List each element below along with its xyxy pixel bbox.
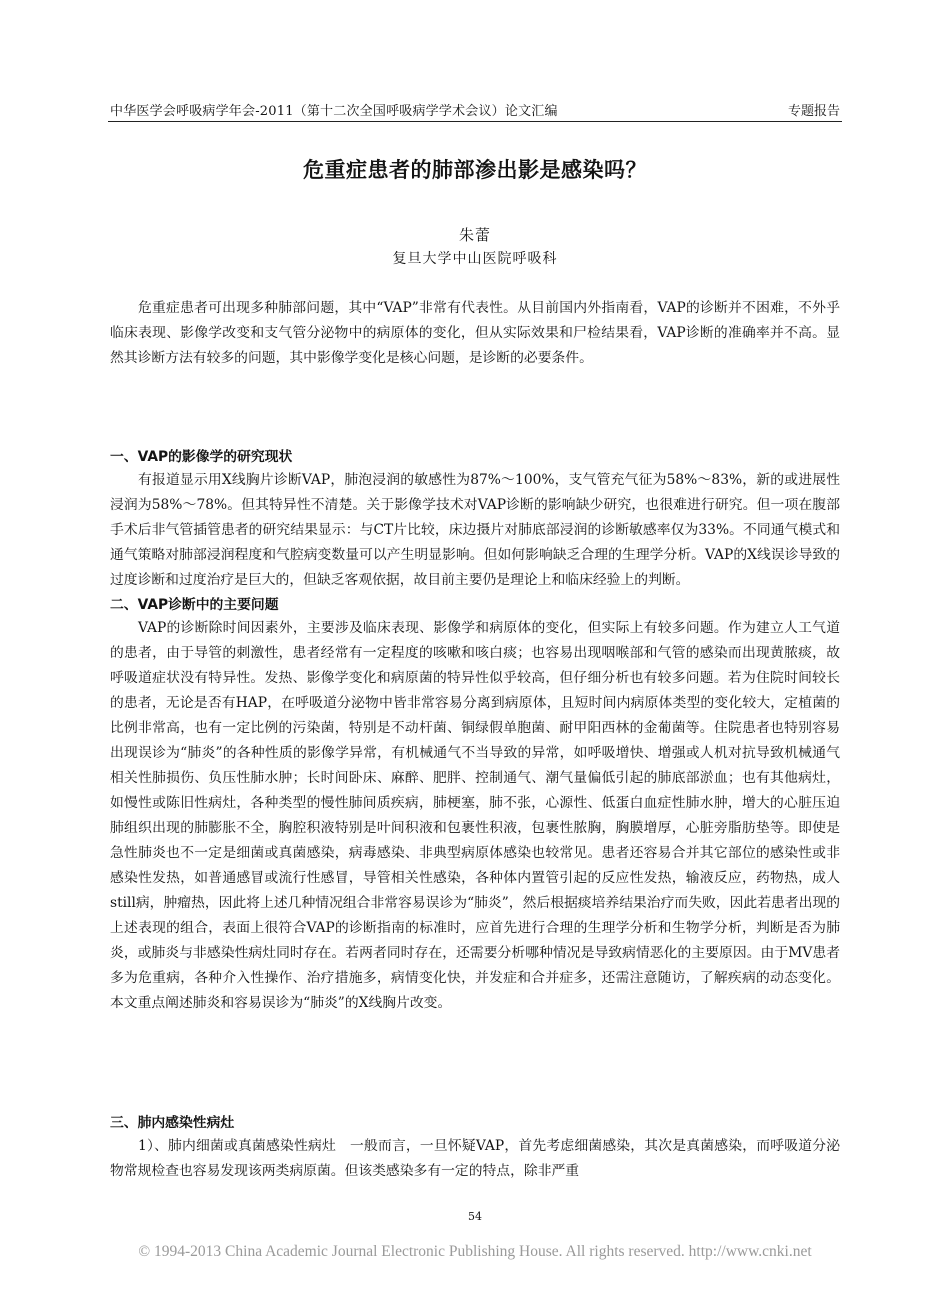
section-imaging-status [110,446,840,593]
paper-title: 危重症患者的肺部渗出影是感染吗？ [303,158,647,182]
section-heading: 三、肺内感染性病灶 [110,1115,235,1131]
section-paragraph: 1）、肺内细菌或真菌感染性病灶 一般而言，一旦怀疑VAP，首先考虑细菌感染，其次是真菌感染，而呼吸道分泌物常规检查也容易发现该两类病原菌。但该类感染多有一定的特点，除非严重 [110,1138,840,1179]
section-heading: 二、VAP诊断中的主要问题 [110,597,279,613]
running-header-right: 专题报告 [787,104,840,119]
intro-section [110,296,840,371]
section-paragraph: 有报道显示用X线胸片诊断VAP，肺泡浸润的敏感性为87%～100%，支气管充气征为58%～83%，新的或进展性浸润为58%～78%。但其特异性不清楚。关于影像学技术对VAP诊断的影响缺少研究，也很难进行研究。但一项在腹部手术后非气管插管患者的研究结果显示：与CT片比较，床边摄片对肺底部浸润的诊断敏感率仅为33%。不同通气模式和通气策略对肺部浸润程度和气腔病变数量可以产生明显影响。但如何影响缺乏合理的生理学分析。VAP的X线误诊导致的过度诊断和过度治疗是巨大的，但缺乏客观依据，故目前主要仍是理论上和临床经验上的判断。 [110,472,840,588]
header-divider [108,121,842,122]
page-number: 54 [468,1210,482,1223]
section-paragraph: VAP的诊断除时间因素外，主要涉及临床表现、影像学和病原体的变化，但实际上有较多问题。作为建立人工气道的患者，由于导管的刺激性，患者经常有一定程度的咳嗽和咳白痰；也容易出现咽喉部和气管的感染而出现黄脓痰，故呼吸道症状没有特异性。发热、影像学变化和病原菌的特异性似乎较高，但仔细分析也有较多问题。若为住院时间较长的患者，无论是否有HAP，在呼吸道分泌物中皆非常容易分离到病原体，且短时间内病原体类型的变化较大，定植菌的比例非常高，也有一定比例的污染菌，特别是不动杆菌、铜绿假单胞菌、耐甲阳西林的金葡菌等。住院患者也特别容易出现误诊为“肺炎”的各种性质的影像学异常，有机械通气不当导致的异常，如呼吸增快、增强或人机对抗导致机械通气相关性肺损伤、负压性肺水肿；长时间卧床、麻醉、肥胖、控制通气、潮气量偏低引起的肺底部淤血；也有其他病灶，如慢性或陈旧性病灶，各种类型的慢性肺间质疾病，肺梗塞，肺不张，心源性、低蛋白血症性肺水肿，增大的心脏压迫肺组织出现的肺膨胀不全，胸腔积液特别是叶间积液和包裹性积液，包裹性脓胸，胸膜增厚，心脏旁脂肪垫等。即使是急性肺炎也不一定是细菌或真菌感染，病毒感染、非典型病原体感染也较常见。患者还容易合并其它部位的感染性或非感染性发热，如普通感冒或流行性感冒，导管相关性感染，各种体内置管引起的反应性发热，输液反应，药物热，成人still病，肿瘤热，因此将上述几种情况组合非常容易误诊为“肺炎”，然后根据痰培养结果治疗而失败，因此若患者出现的上述表现的组合，表面上很符合VAP的诊断指南的标准时，应首先进行合理的生理学分析和生物学分析，判断是否为肺炎，或肺炎与非感染性病灶同时存在。若两者同时存在，还需要分析哪种情况是导致病情恶化的主要原因。由于MV患者多为危重病，各种介入性操作、治疗措施多，病情变化快，并发症和合并症多，还需注意随访，了解疾病的动态变化。本文重点阐述肺炎和容易误诊为“肺炎”的X线胸片改变。 [110,620,840,1011]
copyright-footer: © 1994-2013 China Academic Journal Electronic Publishing House. All rights reserved. http://www.cnki.net [138,1243,812,1260]
author-affiliation: 复旦大学中山医院呼吸科 [392,251,558,267]
section-diagnosis-problems [110,594,840,1016]
running-header-left: 中华医学会呼吸病学年会-2011（第十二次全国呼吸病学学术会议）论文汇编 [110,104,558,119]
section-heading: 一、VAP的影像学的研究现状 [110,449,293,465]
intro-paragraph: 危重症患者可出现多种肺部问题，其中“VAP”非常有代表性。从目前国内外指南看，VAP的诊断并不困难，不外乎临床表现、影像学改变和支气管分泌物中的病原体的变化，但从实际效果和尸检结果看，VAP诊断的准确率并不高。显然其诊断方法有较多的问题，其中影像学变化是核心问题，是诊断的必要条件。 [110,300,840,366]
section-infectious-lesions [110,1112,840,1184]
author-name: 朱蕾 [458,226,491,244]
